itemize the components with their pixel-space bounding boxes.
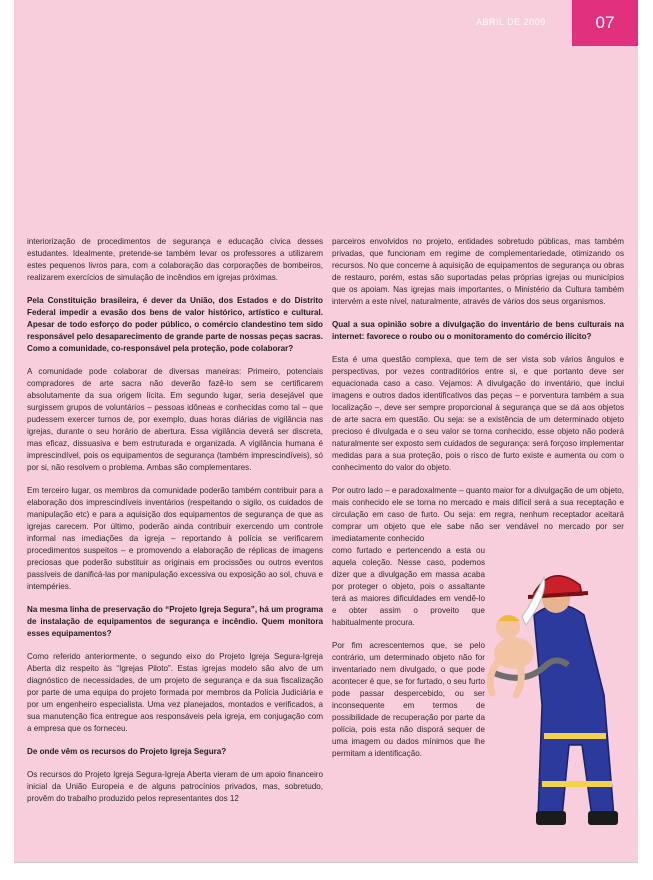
paragraph: Os recursos do Projeto Igreja Segura-Igreja Aberta vieram de um apoio financeiro inicial da União Europeia e de alguns patrocínios privados, mas, sobretudo, provêm do trabalho produzido pelos representantes dos 12: [27, 770, 323, 803]
page-number-box: [572, 0, 638, 46]
interview-question: Pela Constituição brasileira, é dever da União, dos Estados e do Distrito Federal impedir a evasão dos bens de valor histórico, artístico e cultural. Apesar de todo esforço do poder público, o comércio clandestino tem sido responsável pelo desaparecimento de grande parte de nossas peças sacras. Como a comunidade, co-responsável pela proteção, pode colaborar?: [27, 296, 323, 353]
reflective-stripe: [544, 733, 606, 739]
reflective-stripe: [542, 781, 612, 787]
paragraph: parceiros envolvidos no projeto, entidades sobretudo públicas, mas também privadas, que funcionam em regime de complementariedade, otimizando os recursos. No que concerne à aquisição de equipamentos de segurança ou obras de restauro, porém, estas são suportadas pelas próprias igrejas ou municípios que os apoiam. Nas igrejas mais importantes, o Ministério da Cultura também intervém a este nível, naturalmente, através de vários dos seus organismos.: [332, 237, 624, 306]
interview-question: De onde vêm os recursos do Projeto Igreja Segura?: [27, 747, 227, 756]
paragraph: como furtado e pertencendo a esta ou aquela coleção. Nesse caso, podemos dizer que a divulgação em massa acaba por proteger o objeto, pois o assaltante terá as maiores dificuldades em vendê-lo e obter assim o proveito que habitualmente procura.: [332, 546, 485, 627]
paragraph: Por fim acrescentemos que, se pelo contrário, um determinado objeto não for inventariado nem divulgado, o que pode acontecer é que, se for furtado, o seu furto pode passar despercebido, ou ser inconsequente em termos de possibilidade de recuperação por parte da polícia, pois esta não disporá sequer de uma imagem ou dados mínimos que lhe permitam a identificação.: [332, 641, 485, 758]
interview-question: Na mesma linha de preservação do “Projeto Igreja Segura”, há um programa de instalação de equipamentos de segurança e incêndio. Quem monitora esses equipamentos?: [27, 605, 323, 638]
firefighter-boot: [588, 811, 618, 825]
issue-date: ABRIL DE 2009: [476, 17, 546, 27]
paragraph: interiorização de procedimentos de segurança e educação cívica desses estudantes. Idealmente, pretende-se também levar os professores a utilizarem estes pequenos livros para, com a colaboração das corporações de bombeiros, realizarem exercícios de simulação de incêndios em igrejas próximas.: [27, 237, 323, 282]
interview-question: Qual a sua opinião sobre a divulgação do inventário de bens culturais na internet: favorece o roubo ou o monitoramento do comércio ilícito?: [332, 320, 624, 341]
paragraph: Por outro lado – e paradoxalmente – quanto maior for a divulgação de um objeto, mais conhecido ele se torna no mercado e mais difícil será a sua receptação e circulação em caso de furto. Ou seja: em regra, nenhum receptador aceitará comprar um objeto que ele sabe não ser vendável no mercado por ser imediatamente conhecido: [332, 486, 624, 543]
paragraph: Como referido anteriormente, o segundo eixo do Projeto Igreja Segura-Igreja Aberta diz respeito às “Igrejas Piloto”. Estas igrejas modelo são alvo de um diagnóstico de necessidades, de um projeto de segurança e da sua fiscalização por parte de uma equipa do projeto formada por membros da Polícia Judiciária e por um engenheiro especialista. Uma vez planejados, montados e verificados, a sua manutenção fica entregue aos responsáveis pela igreja, em conjugação com a empresa que os forneceu.: [27, 652, 323, 733]
paragraph: A comunidade pode colaborar de diversas maneiras: Primeiro, potenciais compradores de arte sacra não deverão fazê-lo sem se certificarem absolutamente da sua origem lícita. Em segundo lugar, seria desejável que surgissem grupos de voluntários – pessoas idôneas e conhecidas como tal – que pudessem exercer turnos de, por exemplo, duas horas diárias de vigilância nas igrejas, durante o seu horário de abertura. Essa vigilância deverá ser discreta, mas eficaz, dissuasiva e bem estruturada e organizada. A vigilância humana é imprescindível, pois os equipamentos de segurança (também imprescindíveis), só por si, não resolvem o problema. Ambas são complementares.: [27, 367, 323, 472]
paragraph: Esta é uma questão complexa, que tem de ser vista sob vários ângulos e perspectivas, por vezes contraditórios entre si, e que portanto deve ser equacionada caso a caso. Vejamos: A divulgação do inventário, que inclui imagens e outros dados identificativos das peças – e porventura também a sua localização –, deve ser sempre proporcional à segurança que se dá aos objetos de arte sacra em questão. Ou seja: se a existência de um determinado objeto precioso é divulgada e o seu valor se torna conhecido, esse objeto não poderá naturalmente ser exposto sem cuidados de segurança: será forçoso implementar medidas para a sua proteção, pois o risco de furto existe e aumenta ou com o conhecimento do valor do objeto.: [332, 355, 624, 472]
page-number: 07: [595, 13, 615, 32]
page-bottom-edge: [14, 862, 638, 863]
paragraph: Em terceiro lugar, os membros da comunidade poderão também contribuir para a elaboração dos imprescindíveis inventários (respeitando o sigilo, os cuidados de manipulação etc) e para a aquisição dos equipamentos de segurança de que as igrejas carecem. Por último, poderão ainda contribuir exercendo um controle informal nas imediações da igreja – reportando à polícia se verificarem procedimentos suspeitos – e promovendo a elaboração de réplicas de imagens preciosas que poderão substituir as originais em procissões ou outros eventos passíveis de danificá-las por manipulação excessiva ou exposição ao sol, chuva e intempéries.: [27, 486, 323, 591]
firefighter-boot: [536, 811, 566, 825]
firefighter-and-cherub-illustration: [464, 555, 638, 831]
cherub-hair: [498, 615, 520, 621]
left-column: [27, 236, 323, 816]
